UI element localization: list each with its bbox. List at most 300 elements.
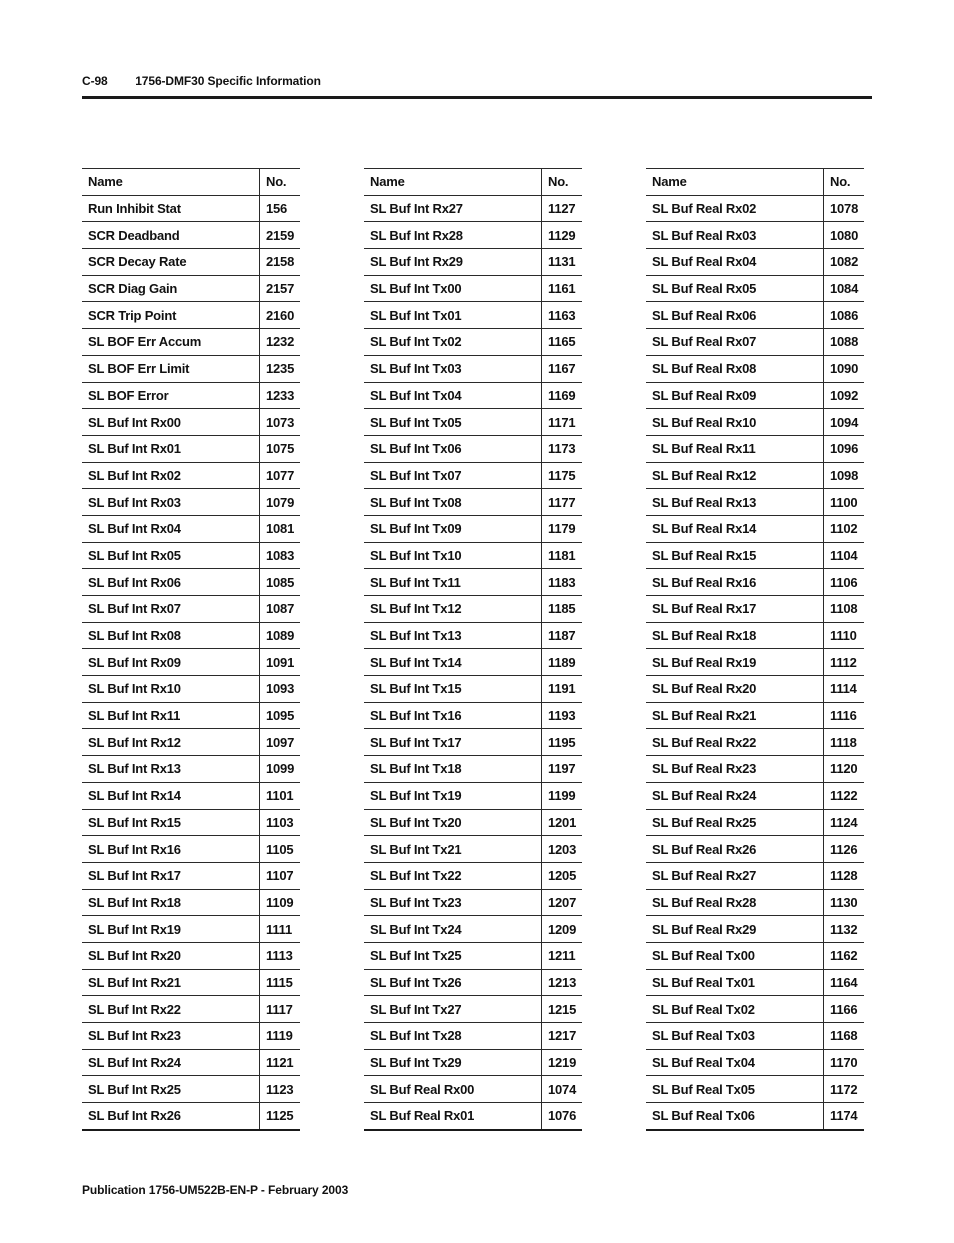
table-row [646,1023,864,1050]
parameter-number-cell: 1097 [260,729,301,756]
parameter-name-cell: SL Buf Real Rx13 [646,489,824,516]
parameter-name-cell: SL Buf Int Tx19 [364,782,542,809]
table-row [646,1103,864,1130]
table-row [82,515,300,542]
parameter-name-cell: SL Buf Real Rx19 [646,649,824,676]
parameter-number-cell: 1197 [542,756,583,783]
table-row [646,515,864,542]
table-row [364,729,582,756]
table-row [364,409,582,436]
parameter-number-cell: 1084 [824,275,865,302]
parameter-name-cell: SL Buf Int Tx04 [364,382,542,409]
parameter-number-cell: 1233 [260,382,301,409]
parameter-number-cell: 1092 [824,382,865,409]
table-row [646,676,864,703]
table-row [364,542,582,569]
table-row [82,862,300,889]
column-header-no: No. [260,169,301,196]
parameter-number-cell: 1079 [260,489,301,516]
parameter-name-cell: SL Buf Real Rx08 [646,355,824,382]
table-row [646,942,864,969]
parameter-name-cell: SL BOF Err Limit [82,355,260,382]
table-row [82,302,300,329]
parameter-number-cell: 1169 [542,382,583,409]
parameter-number-cell: 1201 [542,809,583,836]
table-row [82,355,300,382]
table-header-row [364,169,582,196]
parameter-name-cell: SL Buf Int Rx05 [82,542,260,569]
table-row [82,916,300,943]
parameter-number-cell: 1095 [260,702,301,729]
table-row [82,409,300,436]
table-row [82,969,300,996]
table-row [646,382,864,409]
parameter-name-cell: SL Buf Real Rx06 [646,302,824,329]
parameter-number-cell: 1170 [824,1049,865,1076]
parameter-name-cell: SL Buf Real Rx25 [646,809,824,836]
parameter-number-cell: 1175 [542,462,583,489]
parameter-name-cell: SL Buf Real Rx14 [646,515,824,542]
column-header-name: Name [646,169,824,196]
table-row [364,382,582,409]
table-row [82,809,300,836]
parameter-number-cell: 2159 [260,222,301,249]
table-row [646,195,864,222]
parameter-number-cell: 1189 [542,649,583,676]
parameter-name-cell: SL Buf Real Rx01 [364,1103,542,1130]
parameter-name-cell: SL Buf Real Rx17 [646,596,824,623]
table-row [364,222,582,249]
table-row [364,302,582,329]
parameter-number-cell: 1181 [542,542,583,569]
table-row [364,702,582,729]
parameter-number-cell: 1111 [260,916,301,943]
parameter-name-cell: SL Buf Int Tx06 [364,435,542,462]
parameter-number-cell: 1089 [260,622,301,649]
table-row [364,329,582,356]
table-row [364,1049,582,1076]
table-row [646,889,864,916]
parameter-number-cell: 1187 [542,622,583,649]
parameter-name-cell: SL Buf Real Tx00 [646,942,824,969]
table-row [82,542,300,569]
parameter-name-cell: SL Buf Int Tx07 [364,462,542,489]
parameter-number-cell: 1091 [260,649,301,676]
table-row [646,249,864,276]
parameter-name-cell: SL Buf Int Tx23 [364,889,542,916]
parameter-name-cell: SL Buf Int Rx20 [82,942,260,969]
parameter-number-cell: 1099 [260,756,301,783]
table-row [82,782,300,809]
table-row [364,275,582,302]
parameter-name-cell: SL Buf Int Tx01 [364,302,542,329]
parameter-name-cell: SL Buf Real Rx29 [646,916,824,943]
parameter-number-cell: 1076 [542,1103,583,1130]
parameter-name-cell: SL Buf Real Rx21 [646,702,824,729]
parameter-number-cell: 1109 [260,889,301,916]
parameter-name-cell: SL Buf Int Rx06 [82,569,260,596]
parameter-number-cell: 1123 [260,1076,301,1103]
table-row [646,355,864,382]
table-row [646,275,864,302]
table-row [646,222,864,249]
table-row [82,942,300,969]
table-row [646,756,864,783]
parameter-name-cell: SL Buf Int Tx24 [364,916,542,943]
parameter-number-cell: 1115 [260,969,301,996]
parameter-number-cell: 1107 [260,862,301,889]
table-row [82,222,300,249]
table-row [646,622,864,649]
parameter-number-cell: 1232 [260,329,301,356]
parameter-number-cell: 1087 [260,596,301,623]
parameter-name-cell: SL Buf Real Rx00 [364,1076,542,1103]
table-row [82,1076,300,1103]
parameter-number-cell: 1163 [542,302,583,329]
table-row [82,435,300,462]
parameter-name-cell: SL Buf Int Rx08 [82,622,260,649]
parameter-name-cell: SL Buf Real Rx27 [646,862,824,889]
table-row [364,916,582,943]
parameter-name-cell: SL Buf Real Tx06 [646,1103,824,1130]
table-row [82,569,300,596]
parameter-name-cell: SL Buf Int Tx18 [364,756,542,783]
table-row [364,996,582,1023]
parameter-name-cell: SL Buf Int Rx16 [82,836,260,863]
parameter-number-cell: 1199 [542,782,583,809]
parameter-number-cell: 1081 [260,515,301,542]
parameter-table-3 [646,168,864,1131]
parameter-number-cell: 1172 [824,1076,865,1103]
parameter-number-cell: 1162 [824,942,865,969]
table-row [364,676,582,703]
parameter-number-cell: 1213 [542,969,583,996]
parameter-number-cell: 1102 [824,515,865,542]
parameter-number-cell: 1126 [824,836,865,863]
parameter-name-cell: SL Buf Real Rx26 [646,836,824,863]
parameter-name-cell: SL Buf Real Rx05 [646,275,824,302]
parameter-name-cell: Run Inhibit Stat [82,195,260,222]
parameter-name-cell: SL Buf Int Tx10 [364,542,542,569]
parameter-number-cell: 1132 [824,916,865,943]
parameter-number-cell: 1161 [542,275,583,302]
table-row [646,489,864,516]
table-row [646,1049,864,1076]
parameter-name-cell: SL Buf Int Tx26 [364,969,542,996]
parameter-number-cell: 1105 [260,836,301,863]
table-row [82,889,300,916]
parameter-number-cell: 1078 [824,195,865,222]
parameter-name-cell: SL Buf Int Tx17 [364,729,542,756]
parameter-number-cell: 1167 [542,355,583,382]
parameter-number-cell: 1108 [824,596,865,623]
parameter-name-cell: SL Buf Int Rx22 [82,996,260,1023]
parameter-name-cell: SL Buf Int Tx28 [364,1023,542,1050]
parameter-number-cell: 1083 [260,542,301,569]
table-row [82,249,300,276]
table-row [364,622,582,649]
parameter-number-cell: 1205 [542,862,583,889]
parameter-name-cell: SL Buf Real Rx15 [646,542,824,569]
parameter-number-cell: 2158 [260,249,301,276]
parameter-name-cell: SL Buf Real Rx12 [646,462,824,489]
section-title: 1756-DMF30 Specific Information [135,74,321,88]
table-row [82,1103,300,1130]
parameter-name-cell: SCR Deadband [82,222,260,249]
table-row [82,702,300,729]
parameter-name-cell: SL Buf Real Rx18 [646,622,824,649]
table-row [646,996,864,1023]
column-header-name: Name [364,169,542,196]
parameter-name-cell: SL Buf Real Rx28 [646,889,824,916]
parameter-name-cell: SL Buf Real Rx24 [646,782,824,809]
table-row [82,382,300,409]
table-row [364,1076,582,1103]
parameter-name-cell: SL Buf Int Tx03 [364,355,542,382]
table-row [82,996,300,1023]
table-row [646,649,864,676]
parameter-name-cell: SL Buf Int Rx00 [82,409,260,436]
parameter-name-cell: SL Buf Int Rx28 [364,222,542,249]
table-row [646,729,864,756]
parameter-number-cell: 1093 [260,676,301,703]
parameter-name-cell: SL Buf Int Rx13 [82,756,260,783]
parameter-name-cell: SL Buf Int Tx05 [364,409,542,436]
parameter-number-cell: 1117 [260,996,301,1023]
parameter-name-cell: SL Buf Int Tx09 [364,515,542,542]
page-number: C-98 [82,74,108,88]
parameter-number-cell: 1114 [824,676,865,703]
table-row [364,435,582,462]
parameter-number-cell: 1112 [824,649,865,676]
parameter-number-cell: 1116 [824,702,865,729]
table-row [364,889,582,916]
parameter-name-cell: SL Buf Real Tx03 [646,1023,824,1050]
parameter-name-cell: SL Buf Int Rx26 [82,1103,260,1130]
parameter-number-cell: 1207 [542,889,583,916]
parameter-name-cell: SL Buf Int Rx12 [82,729,260,756]
parameter-number-cell: 1120 [824,756,865,783]
parameter-name-cell: SL Buf Real Rx22 [646,729,824,756]
table-row [646,809,864,836]
table-row [82,622,300,649]
parameter-number-cell: 1073 [260,409,301,436]
parameter-number-cell: 1090 [824,355,865,382]
parameter-name-cell: SL Buf Int Tx16 [364,702,542,729]
parameter-number-cell: 1127 [542,195,583,222]
table-row [646,329,864,356]
parameter-name-cell: SL Buf Int Rx11 [82,702,260,729]
table-row [82,195,300,222]
parameter-name-cell: SL Buf Int Rx10 [82,676,260,703]
parameter-name-cell: SL Buf Int Rx29 [364,249,542,276]
table-row [364,489,582,516]
table-row [646,462,864,489]
parameter-name-cell: SL Buf Int Rx21 [82,969,260,996]
table-row [82,462,300,489]
table-header-row [646,169,864,196]
table-row [646,862,864,889]
parameter-number-cell: 1106 [824,569,865,596]
parameter-number-cell: 1125 [260,1103,301,1130]
table-row [364,462,582,489]
table-row [364,862,582,889]
parameter-number-cell: 1185 [542,596,583,623]
table-row [646,969,864,996]
parameter-name-cell: SL Buf Real Rx23 [646,756,824,783]
table-row [364,782,582,809]
parameter-name-cell: SL Buf Int Tx15 [364,676,542,703]
table-row [364,756,582,783]
table-row [364,1103,582,1130]
parameter-number-cell: 1174 [824,1103,865,1130]
parameter-number-cell: 1177 [542,489,583,516]
parameter-number-cell: 1168 [824,1023,865,1050]
parameter-name-cell: SL Buf Int Tx22 [364,862,542,889]
parameter-name-cell: SL Buf Real Rx09 [646,382,824,409]
table-row [82,1049,300,1076]
parameter-name-cell: SL BOF Error [82,382,260,409]
parameter-number-cell: 1166 [824,996,865,1023]
parameter-name-cell: SL Buf Int Rx19 [82,916,260,943]
parameter-number-cell: 1193 [542,702,583,729]
column-header-no: No. [542,169,583,196]
table-row [364,836,582,863]
table-row [646,596,864,623]
parameter-number-cell: 1173 [542,435,583,462]
table-row [646,1076,864,1103]
parameter-number-cell: 1122 [824,782,865,809]
parameter-name-cell: SL Buf Int Tx20 [364,809,542,836]
parameter-number-cell: 1110 [824,622,865,649]
table-row [646,569,864,596]
parameter-table-2 [364,168,582,1131]
table-row [82,756,300,783]
parameter-number-cell: 1130 [824,889,865,916]
table-row [646,916,864,943]
parameter-name-cell: SL Buf Real Rx11 [646,435,824,462]
parameter-number-cell: 1096 [824,435,865,462]
parameter-number-cell: 1129 [542,222,583,249]
parameter-name-cell: SL Buf Int Rx02 [82,462,260,489]
parameter-number-cell: 1101 [260,782,301,809]
table-row [82,275,300,302]
parameter-number-cell: 1074 [542,1076,583,1103]
parameter-number-cell: 1088 [824,329,865,356]
parameter-number-cell: 1165 [542,329,583,356]
parameter-name-cell: SL Buf Real Tx01 [646,969,824,996]
parameter-name-cell: SL Buf Int Rx18 [82,889,260,916]
table-row [646,409,864,436]
parameter-name-cell: SL Buf Int Rx04 [82,515,260,542]
parameter-name-cell: SCR Trip Point [82,302,260,329]
table-row [646,435,864,462]
parameter-name-cell: SL BOF Err Accum [82,329,260,356]
parameter-name-cell: SL Buf Real Rx04 [646,249,824,276]
parameter-name-cell: SL Buf Int Rx09 [82,649,260,676]
parameter-number-cell: 1104 [824,542,865,569]
parameter-number-cell: 1121 [260,1049,301,1076]
parameter-number-cell: 1215 [542,996,583,1023]
table-row [646,702,864,729]
parameter-number-cell: 1077 [260,462,301,489]
parameter-name-cell: SL Buf Real Rx07 [646,329,824,356]
parameter-number-cell: 1164 [824,969,865,996]
column-header-name: Name [82,169,260,196]
parameter-name-cell: SL Buf Int Tx21 [364,836,542,863]
parameter-name-cell: SL Buf Int Rx24 [82,1049,260,1076]
parameter-number-cell: 1098 [824,462,865,489]
parameter-name-cell: SL Buf Int Tx14 [364,649,542,676]
parameter-number-cell: 2157 [260,275,301,302]
parameter-number-cell: 1118 [824,729,865,756]
parameter-name-cell: SCR Decay Rate [82,249,260,276]
parameter-number-cell: 1100 [824,489,865,516]
table-row [82,329,300,356]
header-rule [82,96,872,99]
parameter-number-cell: 1203 [542,836,583,863]
page-header [82,74,321,88]
parameter-number-cell: 1183 [542,569,583,596]
parameter-number-cell: 1113 [260,942,301,969]
parameter-number-cell: 1209 [542,916,583,943]
parameter-name-cell: SL Buf Int Rx25 [82,1076,260,1103]
parameter-name-cell: SL Buf Int Rx17 [82,862,260,889]
table-row [82,676,300,703]
parameter-number-cell: 1191 [542,676,583,703]
parameter-name-cell: SL Buf Int Rx01 [82,435,260,462]
parameter-number-cell: 1217 [542,1023,583,1050]
parameter-name-cell: SL Buf Real Tx05 [646,1076,824,1103]
parameter-number-cell: 156 [260,195,301,222]
page-footer: Publication 1756-UM522B-EN-P - February 2003 [82,1183,349,1197]
parameter-number-cell: 1086 [824,302,865,329]
table-row [646,542,864,569]
table-row [646,302,864,329]
parameter-name-cell: SL Buf Int Rx23 [82,1023,260,1050]
parameter-number-cell: 1131 [542,249,583,276]
table-row [82,836,300,863]
parameter-number-cell: 1080 [824,222,865,249]
table-row [646,782,864,809]
parameter-name-cell: SCR Diag Gain [82,275,260,302]
parameter-number-cell: 1119 [260,1023,301,1050]
table-row [364,596,582,623]
table-row [364,649,582,676]
table-row [364,969,582,996]
parameter-number-cell: 1085 [260,569,301,596]
parameter-name-cell: SL Buf Real Rx03 [646,222,824,249]
parameter-name-cell: SL Buf Real Rx20 [646,676,824,703]
parameter-number-cell: 1094 [824,409,865,436]
parameter-name-cell: SL Buf Int Tx29 [364,1049,542,1076]
parameter-number-cell: 1128 [824,862,865,889]
parameter-name-cell: SL Buf Int Tx08 [364,489,542,516]
table-row [364,809,582,836]
parameter-number-cell: 1211 [542,942,583,969]
table-row [364,515,582,542]
table-row [364,942,582,969]
parameter-name-cell: SL Buf Int Rx15 [82,809,260,836]
parameter-number-cell: 1124 [824,809,865,836]
parameter-number-cell: 1179 [542,515,583,542]
table-row [82,649,300,676]
parameter-number-cell: 1195 [542,729,583,756]
parameter-table-1 [82,168,300,1131]
table-row [364,195,582,222]
column-header-no: No. [824,169,865,196]
parameter-name-cell: SL Buf Real Rx10 [646,409,824,436]
